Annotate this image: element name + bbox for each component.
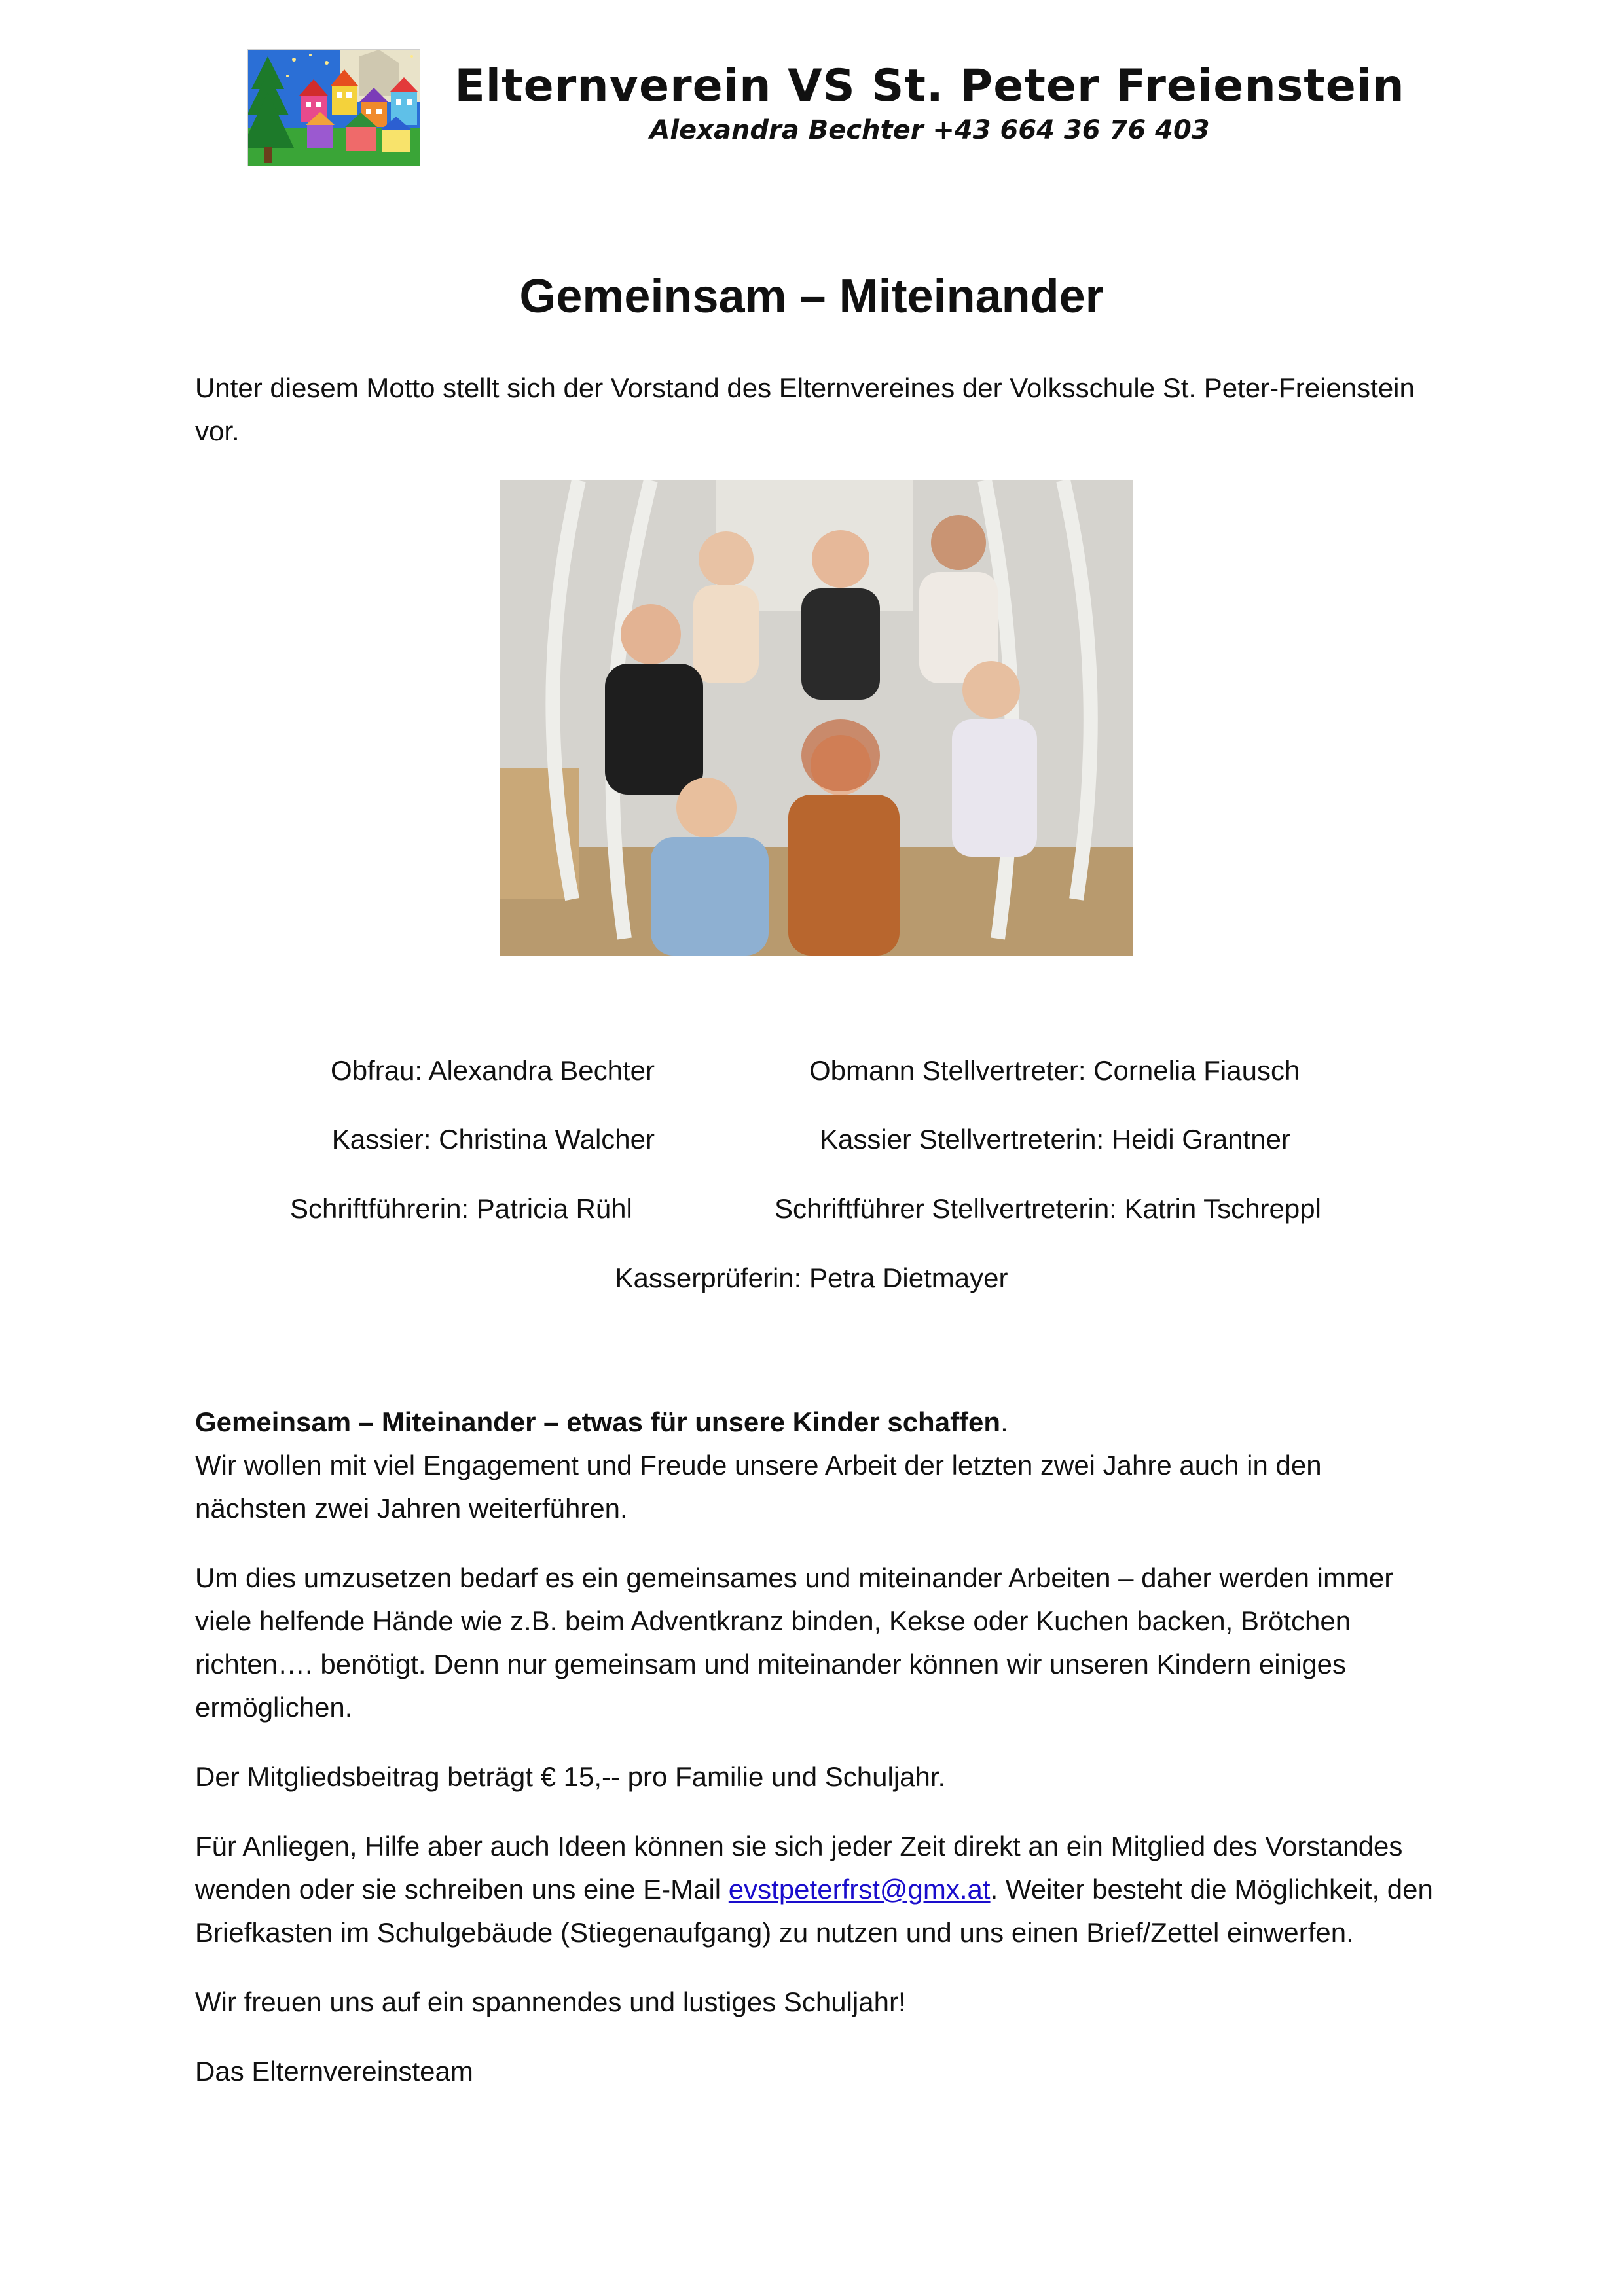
board-member-obfrau: Obfrau: Alexandra Bechter bbox=[331, 1055, 655, 1086]
paragraph-3: Der Mitgliedsbeitrag beträgt € 15,-- pro Familie und Schuljahr. bbox=[195, 1761, 946, 1792]
headline-paragraph bbox=[195, 1401, 1439, 1530]
board-member-schriftfuehrerin: Schriftführerin: Patricia Rühl bbox=[290, 1193, 632, 1224]
board-member-obmann-stellvertreter: Obmann Stellvertreter: Cornelia Fiausch bbox=[809, 1055, 1300, 1086]
paragraph-2: Um dies umzusetzen bedarf es ein gemeinsames und miteinander Arbeiten – daher werden immer viele helfende Hände wie z.B. beim Adventkranz binden, Kekse oder Kuchen backen, Brötchen richten…. benötigt. Denn nur gemeinsam und miteinander können wir unseren Kindern einiges ermöglichen. bbox=[195, 1562, 1394, 1723]
board-member-schriftfuehrer-stellvertreterin: Schriftführer Stellvertreterin: Katrin Tschreppl bbox=[775, 1193, 1321, 1224]
intro-paragraph: Unter diesem Motto stellt sich der Vorstand des Elternvereines der Volksschule St. Peter-Freienstein vor. bbox=[195, 372, 1415, 446]
headline-text: Gemeinsam – Miteinander – etwas für unsere Kinder schaffen bbox=[195, 1407, 1001, 1437]
paragraph-4 bbox=[195, 1825, 1439, 1954]
board-member-kassier-stellvertreterin: Kassier Stellvertreterin: Heidi Grantner bbox=[820, 1124, 1290, 1155]
board-member-kassier: Kassier: Christina Walcher bbox=[331, 1124, 655, 1155]
organization-name: Elternverein VS St. Peter Freienstein bbox=[454, 60, 1405, 112]
headline-end: . bbox=[1000, 1407, 1008, 1437]
organization-contact: Alexandra Bechter +43 664 36 76 403 bbox=[649, 115, 1210, 145]
board-member-kassenpruefer: Kasserprüferin: Petra Dietmayer bbox=[615, 1263, 1008, 1293]
signature: Das Elternvereinsteam bbox=[195, 2056, 473, 2087]
email-link[interactable]: evstpeterfrst@gmx.at bbox=[728, 1874, 991, 1905]
paragraph-5: Wir freuen uns auf ein spannendes und lustiges Schuljahr! bbox=[195, 1986, 906, 2017]
page-title: Gemeinsam – Miteinander bbox=[519, 270, 1104, 323]
paragraph-1: Wir wollen mit viel Engagement und Freude unsere Arbeit der letzten zwei Jahre auch in den nächsten zwei Jahren weiterführen. bbox=[195, 1450, 1322, 1524]
group-photo bbox=[500, 480, 1133, 956]
logo-image bbox=[247, 49, 420, 166]
paragraph-4-start: Für Anliegen, Hilfe aber auch Ideen können sie sich jeder Zeit direkt an ein Mitglied des Vorstandes wenden oder sie schreiben uns eine E-Mail bbox=[195, 1831, 1403, 1905]
paragraph-4-end: . Weiter besteht die Möglichkeit, den Briefkasten im Schulgebäude (Stiegenaufgang) zu nutzen und uns einen Brief/Zettel einwerfen. bbox=[195, 1874, 1433, 1948]
